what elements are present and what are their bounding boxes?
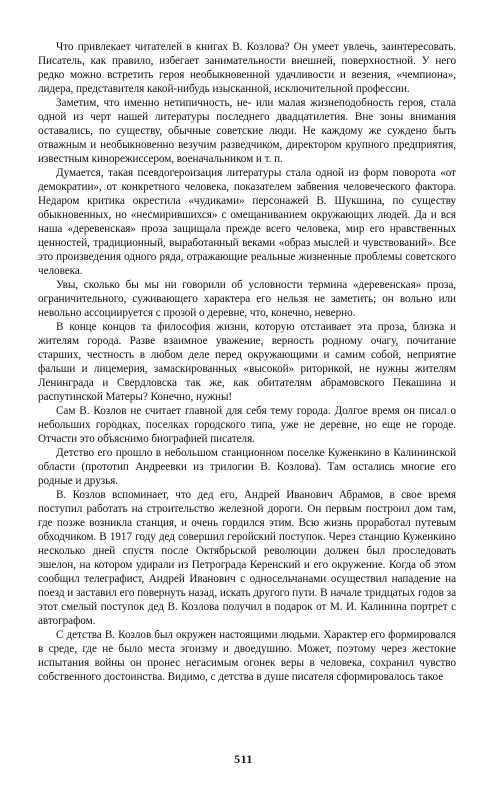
paragraph: С детства В. Козлов был окружен настоящими людьми. Характер его формировался в среде, где не было места эгоизму и двоедушию. Может, поэтому через жестокие испытания войны он пронес негасимым огонек веры в человека, сохранил чувство собственного достоинства. Видимо, с детства в душе писателя сформировалось такое (38, 629, 456, 683)
paragraph: В конце концов та философия жизни, которую отстаивает эта проза, близка и жителям города. Разве взаимное уважение, верность родному очагу, почитание старших, честность в любом деле перед окружающими и самим собой, неприятие фальши и лицемерия, замаскированных «высокой» риторикой, не нужны жителям Ленинграда и Свердловска так же, как обитателям абрамовского Пекашина и распутинской Матеры? Конечно, нужны! (38, 321, 456, 403)
paragraph: Детство его прошло в небольшом станционном поселке Куженкино в Калининской области (прототип Андреевки из трилогии В. Козлова). Там остались многие его родные и друзья. (38, 447, 456, 487)
paragraph: В. Козлов вспоминает, что дед его, Андрей Иванович Абрамов, в свое время поступил работать на строительство железной дороги. Он первым построил дом там, где позже возникла станция, и очень гордился этим. Всю жизнь проработал путевым обходчиком. В 1917 году дед совершил геройский поступок. Через станцию Куженкино несколько дней спустя после Октябрьской революции должен был проследовать эшелон, на котором удирали из Петрограда Керенский и его окружение. Когда об этом сообщил телеграфист, Андрей Иванович с односельчанами осуществил нападение на поезд и заставил его повернуть назад, искать другого пути. В начале тридцатых годов за этот смелый поступок дед В. Козлова получил в подарок от М. И. Калинина портрет с автографом. (38, 489, 456, 627)
paragraph: Заметим, что именно нетипичность, не- или малая жизнеподобность героя, стала одной из черт нашей литературы последнего двадцатилетия. Вне зоны внимания оставались, по существу, обычные советские люди. Не каждому же суждено быть отважным и необыкновенно везучим разведчиком, директором крупного предприятия, известным кинорежиссером, военачальником и т. п. (38, 97, 456, 165)
paragraph: Думается, такая псевдогероизация литературы стала одной из форм поворота «от демократии», от конкретного человека, показателем забвения человеческого фактора. Недаром критика окрестила «чудиками» персонажей В. Шукшина, по существу обыкновенных, но «несмирившихся» с омещаниванием окружающих людей. Да и вся наша «деревенская» проза защищала прежде всего человека, мир его нравственных ценностей, традиционный, выработанный веками «образ мыслей и чувствований». Все это произведения одного ряда, отражающие реальные жизненные проблемы советского человека. (38, 167, 456, 277)
paragraph: Что привлекает читателей в книгах В. Козлова? Он умеет увлечь, заинтересовать. Писатель, как правило, избегает занимательности внешней, поверхностной. У него редко можно встретить героя необыкновенной удачливости и везения, «чемпиона», лидера, представителя какой-нибудь изысканной, исключительной профессии. (38, 41, 456, 95)
paragraph: Сам В. Козлов не считает главной для себя тему города. Долгое время он писал о небольших городках, поселках городского типа, уже не деревне, но еще не городе. Отчасти это объяснимо биографией писателя. (38, 405, 456, 445)
page-number: 511 (234, 752, 253, 766)
paragraph: Увы, сколько бы мы ни говорили об условности термина «деревенская» проза, ограничительного, суживающего характера его нельзя не заметить; он вольно или невольно ассоциируется с прозой о деревне, что, конечно, неверно. (38, 279, 456, 319)
page-text-block (38, 40, 456, 684)
